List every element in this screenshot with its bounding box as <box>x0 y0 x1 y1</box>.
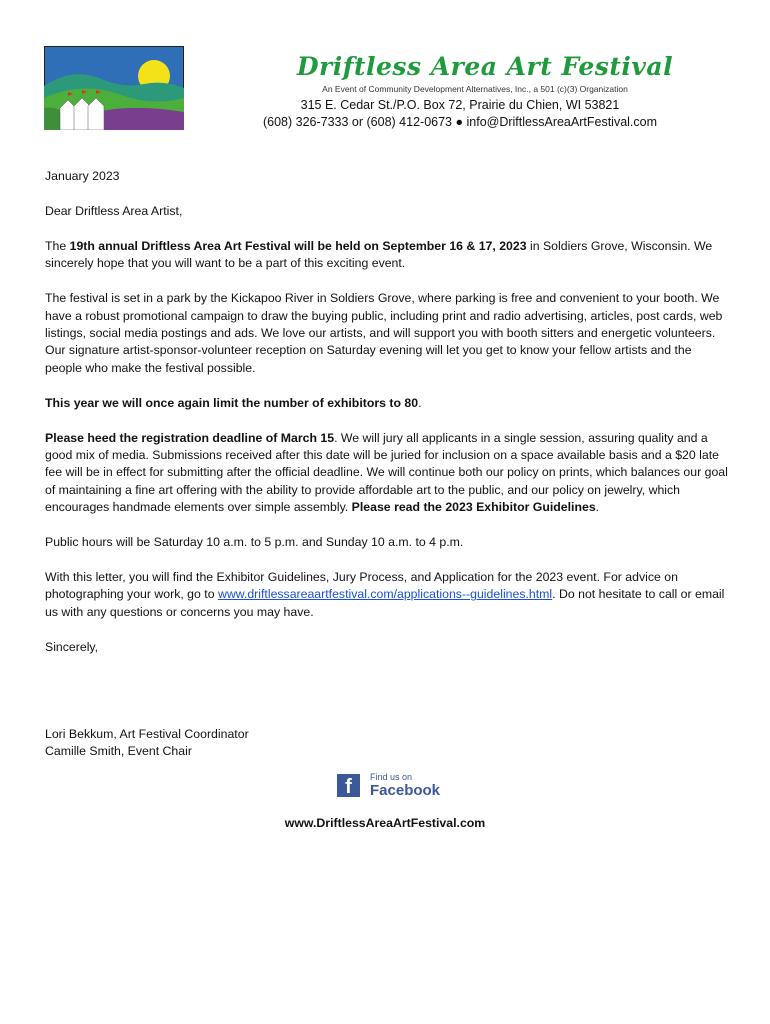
letter-body <box>45 168 730 760</box>
salutation: Dear Driftless Area Artist, <box>45 203 183 218</box>
facebook-badge[interactable] <box>337 772 441 800</box>
closing: Sincerely, <box>45 639 99 654</box>
p1-text-start: The <box>45 238 70 253</box>
p6-text-end: . Do not hesitate to call or email us with any questions or concerns you may have. <box>45 587 725 619</box>
signer-chair: Camille Smith, Event Chair <box>45 744 192 759</box>
paragraph-festival-setting: The festival is set in a park by the Kickapoo River in Soldiers Grove, where parking is free and convenient to your booth. We have a robust promotional campaign to draw the buying public, including print and radio advertising, articles, post cards, web listings, social media postings and ads. We love our artists, and will support you with booth sitters and energetic volunteers. Our signature artist-sponsor-volunteer reception on Saturday evening will let you get to know your fellow artists and the people who make the festival possible. <box>45 291 723 375</box>
paragraph-public-hours: Public hours will be Saturday 10 a.m. to 5 p.m. and Sunday 10 a.m. to 4 p.m. <box>45 535 464 550</box>
guidelines-link[interactable]: www.driftlessareaartfestival.com/applications--guidelines.html <box>217 587 553 602</box>
letter-date: January 2023 <box>45 169 120 183</box>
p4-bold-end: Please read the 2023 Exhibitor Guidelines <box>351 500 596 515</box>
contact-line: (608) 326-7333 or (608) 412-0673 ● info@DriftlessAreaArtFestival.com <box>262 115 658 129</box>
letterhead <box>240 52 680 129</box>
p4-text: . We will jury all applicants in a single session, assuring quality and a good mix of media. Submissions received after this date will be juried for inclusion on a space available basis and a $20 late fee will be in effect for submitting after the official deadline. We will continue both our policy on prints, which balances our goal of maintaining a fine art offering with the ability to provide affordable art to the public, and our policy on jewelry, which encourages handmade elements over simple assembly. <box>45 430 728 515</box>
p4-end: . <box>595 500 600 515</box>
organization-line: An Event of Community Development Alternatives, Inc., a 501 (c)(3) Organization <box>322 84 628 94</box>
facebook-icon: f <box>337 774 360 797</box>
p4-bold-start: Please heed the registration deadline of March 15 <box>45 430 335 445</box>
festival-title: Driftless Area Art Festival <box>296 52 674 81</box>
facebook-name: Facebook <box>370 782 441 799</box>
paragraph-festival-date <box>45 238 730 273</box>
footer-website: www.DriftlessAreaArtFestival.com <box>284 816 486 830</box>
p6-text-start: With this letter, you will find the Exhibitor Guidelines, Jury Process, and Application for the 2023 event. For advice on photographing your work, go to <box>45 570 678 602</box>
facebook-find-text: Find us on <box>370 772 413 782</box>
p3-bold: This year we will once again limit the number of exhibitors to 80 <box>45 395 419 410</box>
p3-end: . <box>418 395 422 410</box>
signature-space <box>45 674 730 726</box>
festival-logo <box>44 46 184 130</box>
p1-text-end: in Soldiers Grove, Wisconsin. We sincerely hope that you will want to be a part of this exciting event. <box>45 238 713 271</box>
paragraph-application-info <box>45 569 730 621</box>
address-line: 315 E. Cedar St./P.O. Box 72, Prairie du Chien, WI 53821 <box>300 98 620 112</box>
signer-coordinator: Lori Bekkum, Art Festival Coordinator <box>45 726 249 741</box>
p1-bold: 19th annual Driftless Area Art Festival will be held on September 16 & 17, 2023 <box>69 238 527 253</box>
paragraph-exhibitor-limit <box>45 395 730 412</box>
paragraph-registration-deadline <box>45 430 730 517</box>
signatures <box>45 726 730 761</box>
